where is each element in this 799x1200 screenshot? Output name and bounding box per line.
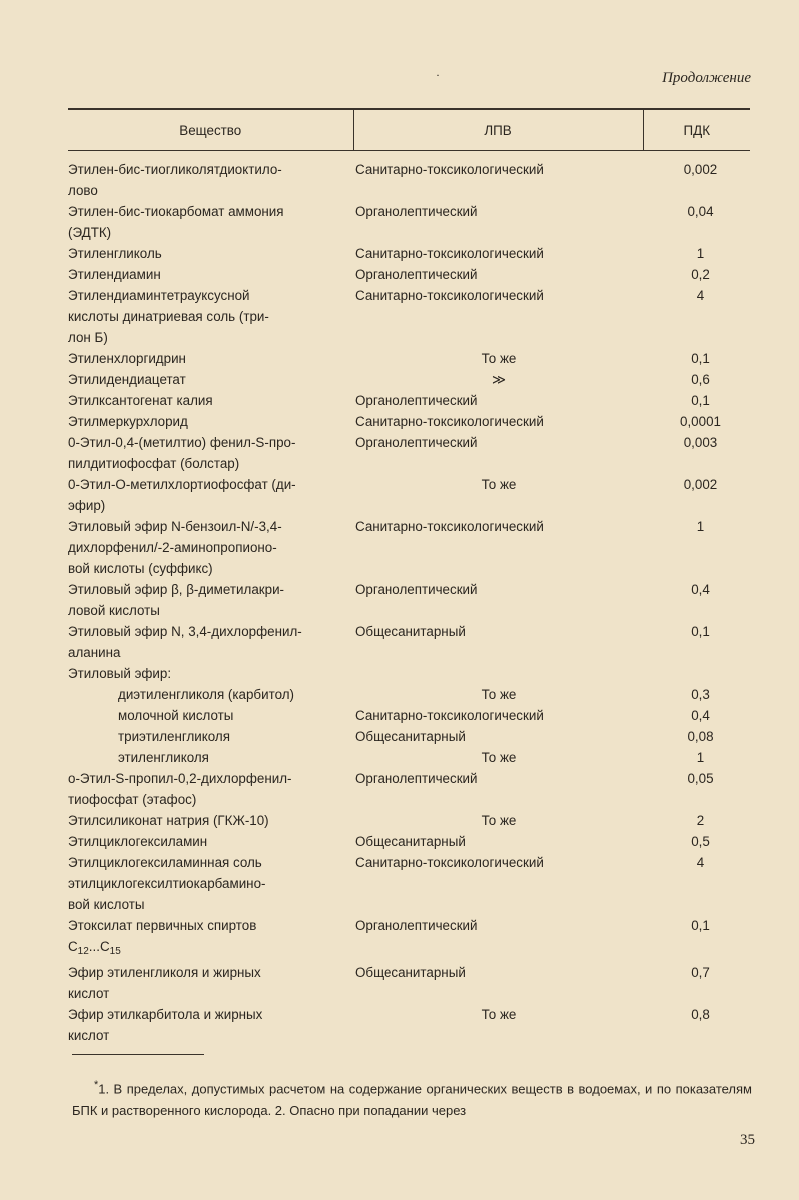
substance-cell (68, 831, 353, 852)
pdk-cell: 0,002 (683, 162, 718, 177)
lpv-cell: То же (481, 813, 517, 828)
table-row (68, 432, 750, 474)
pdk-cell: 1 (696, 750, 705, 765)
substance-line: триэтиленгликоля (118, 729, 230, 744)
pdk-cell: 0,1 (691, 624, 710, 639)
lpv-cell: Санитарно-токсикологический (355, 855, 544, 870)
table-row (68, 726, 750, 747)
lpv-cell: То же (481, 750, 517, 765)
substance-line: ловой кислоты (68, 603, 160, 618)
lpv-cell: Общесанитарный (355, 624, 466, 639)
lpv-cell: Органолептический (355, 582, 478, 597)
substance-line: o-Этил-S-пропил-0,2-дихлорфенил- (68, 771, 292, 786)
lpv-cell: Органолептический (355, 393, 478, 408)
table-row (68, 831, 750, 852)
substance-line: Этиловый эфир β, β-диметилакри- (68, 582, 285, 597)
table-body (68, 151, 750, 1047)
substance-line: Этиленгликоль (68, 246, 162, 261)
table-row (68, 747, 750, 768)
table-row (68, 962, 750, 1004)
substance-line: Этоксилат первичных спиртов (68, 918, 257, 933)
substance-cell (68, 243, 353, 264)
substance-cell (68, 726, 353, 747)
substance-line: $C_{12}...C_{15}$ (68, 939, 121, 957)
substance-line: тиофосфат (этафос) (68, 792, 197, 807)
substance-cell (68, 369, 353, 390)
substance-cell (68, 962, 353, 1004)
substances-table (68, 108, 750, 1046)
lpv-cell: Санитарно-токсикологический (355, 519, 544, 534)
table-row (68, 264, 750, 285)
substance-line: Этиловый эфир: (68, 666, 172, 681)
substance-cell (68, 621, 353, 663)
pdk-cell: 4 (696, 855, 705, 870)
substance-cell (68, 411, 353, 432)
continuation-label: Продолжение (662, 70, 751, 86)
footnote-separator (72, 1054, 204, 1055)
pdk-cell: 1 (696, 519, 705, 534)
pdk-cell: 0,002 (683, 477, 718, 492)
lpv-cell: То же (481, 351, 517, 366)
lpv-cell: Общесанитарный (355, 834, 466, 849)
table-row (68, 621, 750, 663)
pdk-cell: 0,5 (691, 834, 710, 849)
column-header-lpv: ЛПВ (353, 109, 643, 151)
table-row (68, 663, 750, 684)
substance-line: Эфир этиленгликоля и жирных (68, 965, 261, 980)
lpv-cell: Органолептический (355, 771, 478, 786)
table-row (68, 705, 750, 726)
lpv-cell: Органолептический (355, 435, 478, 450)
table-row (68, 151, 750, 202)
lpv-cell: Санитарно-токсикологический (355, 162, 544, 177)
substance-cell (68, 684, 353, 705)
pdk-cell: 0,003 (683, 435, 718, 450)
substance-cell (68, 852, 353, 915)
table-row (68, 684, 750, 705)
substance-line: Этиловый эфир N-бензоил-N/-3,4- (68, 519, 282, 534)
table-row (68, 1004, 750, 1046)
pdk-cell: 2 (696, 813, 705, 828)
substance-cell (68, 474, 353, 516)
lpv-cell: Органолептический (355, 267, 478, 282)
pdk-cell: 0,08 (687, 729, 714, 744)
substance-line: дихлорфенил/-2-аминопропионо- (68, 540, 277, 555)
substance-cell (68, 285, 353, 348)
substance-cell (68, 1004, 353, 1046)
substance-line: пилдитиофосфат (болстар) (68, 456, 240, 471)
substance-cell (68, 663, 353, 684)
lpv-cell: Органолептический (355, 918, 478, 933)
substance-line: вой кислоты (суффикс) (68, 561, 213, 576)
substance-cell (68, 915, 353, 962)
substance-line: Этилен-бис-тиогликолятдиоктило- (68, 162, 282, 177)
pdk-cell: 0,05 (687, 771, 714, 786)
substance-line: этилциклогексилтиокарбамино- (68, 876, 266, 891)
substance-line: Этиловый эфир N, 3,4-дихлорфенил- (68, 624, 302, 639)
lpv-cell: То же (481, 477, 517, 492)
substance-line: 0-Этил-0,4-(метилтио) фенил-S-про- (68, 435, 296, 450)
table-row (68, 516, 750, 579)
lpv-cell: Общесанитарный (355, 965, 466, 980)
substance-line: вой кислоты (68, 897, 145, 912)
substance-line: Этилциклогексиламин (68, 834, 208, 849)
substance-line: Этилксантогенат калия (68, 393, 213, 408)
lpv-cell: Санитарно-токсикологический (355, 414, 544, 429)
substance-line: этиленгликоля (118, 750, 209, 765)
substance-cell (68, 747, 353, 768)
substance-line: аланина (68, 645, 121, 660)
substance-cell (68, 810, 353, 831)
footnote-text: 1. В пределах, допустимых расчетом на содержание органических веществ в водоемах, и по показателям БПК и растворенного кислорода. 2. Опасно при попадании через (72, 1081, 752, 1119)
substance-cell (68, 348, 353, 369)
substance-line: (ЭДТК) (68, 225, 112, 240)
substance-cell (68, 768, 353, 810)
table-row (68, 915, 750, 962)
page-number: 35 (740, 1132, 755, 1148)
lpv-cell: То же (481, 1007, 517, 1022)
substance-line: молочной кислоты (118, 708, 234, 723)
pdk-cell: 0,1 (691, 918, 710, 933)
pdk-cell: 0,3 (691, 687, 710, 702)
lpv-cell: Органолептический (355, 204, 478, 219)
pdk-cell: 4 (696, 288, 705, 303)
substance-cell (68, 705, 353, 726)
substance-line: Эфир этилкарбитола и жирных (68, 1007, 263, 1022)
table-row (68, 243, 750, 264)
lpv-cell: ≫ (491, 372, 507, 387)
substance-line: Этилидендиацетат (68, 372, 186, 387)
substance-line: лон Б) (68, 330, 108, 345)
substance-line: Этиленхлоргидрин (68, 351, 186, 366)
column-header-substance: Вещество (68, 109, 353, 151)
pdk-cell: 0,7 (691, 965, 710, 980)
table-row (68, 768, 750, 810)
table-row (68, 285, 750, 348)
lpv-cell: Санитарно-токсикологический (355, 708, 544, 723)
substance-cell (68, 264, 353, 285)
table-row (68, 810, 750, 831)
lpv-cell (353, 663, 643, 684)
substance-line: 0-Этил-O-метилхлортиофосфат (ди- (68, 477, 296, 492)
pdk-cell (643, 663, 750, 684)
substance-line: Этилсиликонат натрия (ГКЖ-10) (68, 813, 269, 828)
pdk-cell: 0,2 (691, 267, 710, 282)
footnote (72, 1074, 752, 1122)
pdk-cell: 0,0001 (680, 414, 721, 429)
table-row (68, 411, 750, 432)
substance-line: Этилциклогексиламинная соль (68, 855, 262, 870)
pdk-cell: 0,04 (687, 204, 714, 219)
table-row (68, 369, 750, 390)
substance-cell (68, 151, 353, 202)
substance-cell (68, 390, 353, 411)
pdk-cell: 1 (696, 246, 705, 261)
pdk-cell: 0,1 (691, 393, 710, 408)
pdk-cell: 0,4 (691, 708, 710, 723)
substance-line: Этилендиамин (68, 267, 161, 282)
table-row (68, 390, 750, 411)
lpv-cell: Санитарно-токсикологический (355, 246, 544, 261)
substance-line: Этилмеркурхлорид (68, 414, 188, 429)
substance-line: кислот (68, 1028, 110, 1043)
print-speck: · (436, 68, 440, 82)
table-row (68, 201, 750, 243)
substance-cell (68, 432, 353, 474)
substance-line: диэтиленгликоля (карбитол) (118, 687, 294, 702)
table-row (68, 348, 750, 369)
substance-line: Этилен-бис-тиокарбомат аммония (68, 204, 284, 219)
pdk-cell: 0,4 (691, 582, 710, 597)
lpv-cell: Общесанитарный (355, 729, 466, 744)
substance-line: кислот (68, 986, 110, 1001)
table-row (68, 852, 750, 915)
substance-cell (68, 516, 353, 579)
lpv-cell: То же (481, 687, 517, 702)
column-header-pdk: ПДК (643, 109, 750, 151)
table-header-row (68, 109, 750, 151)
footnote-marker: * (94, 1079, 99, 1091)
substance-cell (68, 201, 353, 243)
substance-line: Этилендиаминтетрауксусной (68, 288, 250, 303)
pdk-cell: 0,1 (691, 351, 710, 366)
lpv-cell: Санитарно-токсикологический (355, 288, 544, 303)
table-row (68, 474, 750, 516)
substance-cell (68, 579, 353, 621)
pdk-cell: 0,6 (691, 372, 710, 387)
substance-line: кислоты динатриевая соль (три- (68, 309, 269, 324)
substance-line: эфир) (68, 498, 106, 513)
substance-line: лово (68, 183, 98, 198)
table-row (68, 579, 750, 621)
pdk-cell: 0,8 (691, 1007, 710, 1022)
